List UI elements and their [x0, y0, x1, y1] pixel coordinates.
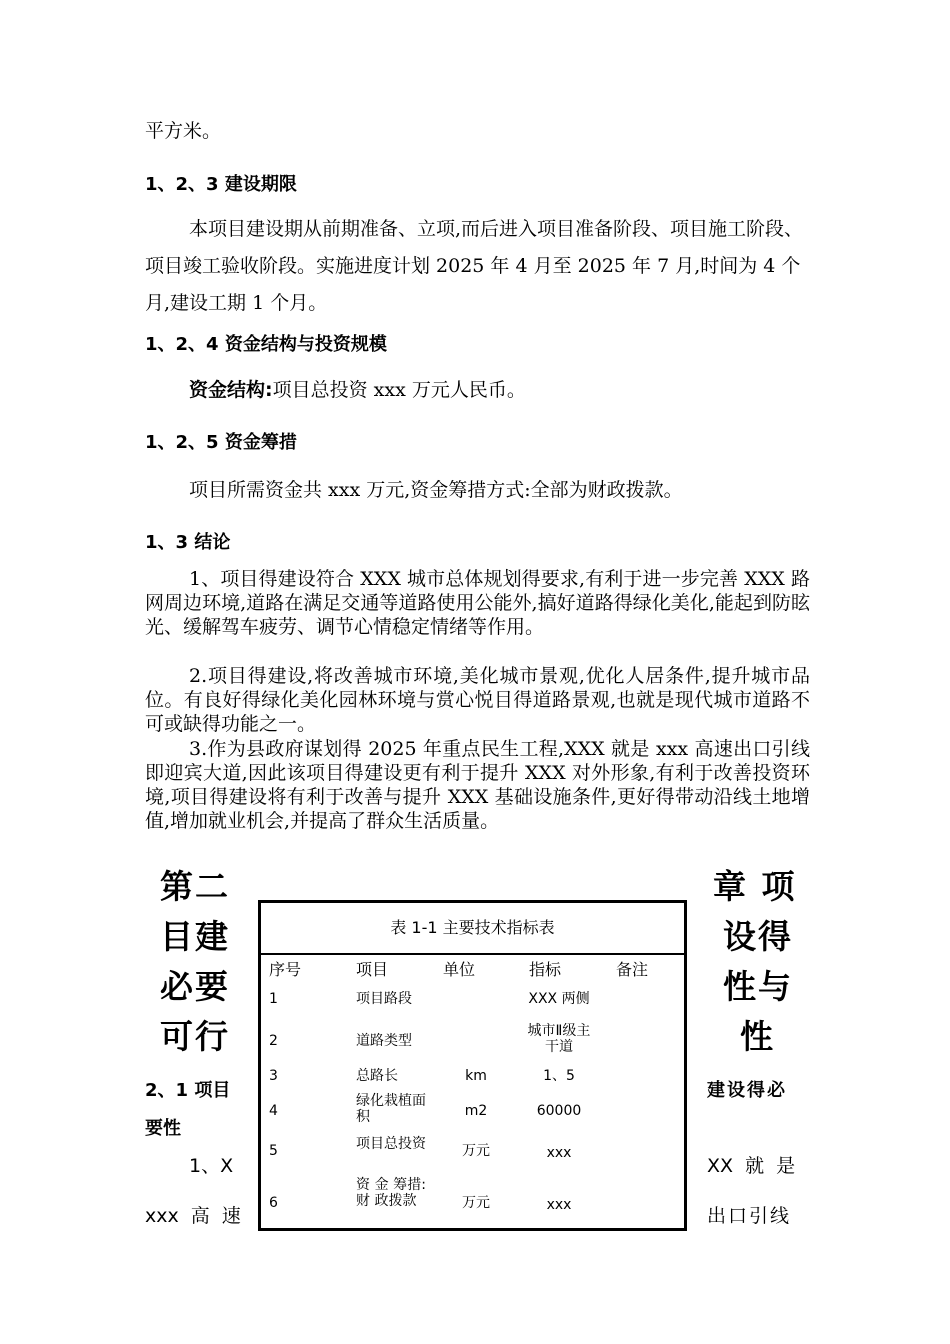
table-cell-item: 总路长 [356, 1068, 398, 1084]
paragraph-fund-structure [145, 372, 810, 409]
table-cell-unit: 万元 [462, 1143, 490, 1159]
chapter-fragment-right-3: 性与 [723, 967, 793, 1006]
table-cell-item: 项目总投资 [356, 1136, 426, 1152]
chapter-fragment-right-2: 设得 [723, 917, 793, 956]
table-title: 表 1-1 主要技术指标表 [261, 903, 684, 955]
table-header-item: 项目 [356, 960, 389, 979]
table-cell-no: 6 [269, 1195, 278, 1211]
table-cell-no: 5 [269, 1143, 278, 1159]
table-header-unit: 单位 [443, 960, 476, 979]
body-fragment-left-2: xxx 高 速 [145, 1205, 241, 1227]
paragraph-fund-raising: 项目所需资金共 xxx 万元,资金筹措方式:全部为财政拨款。 [189, 479, 683, 501]
table-cell-value: 1、5 [543, 1068, 575, 1084]
conclusion-item-3: 3.作为县政府谋划得 2025 年重点民生工程,XXX 就是 xxx 高速出口引线即迎宾大道,因此该项目得建设更有利于提升 XXX 对外形象,有利于改善投资环境,项目得建设将有利于改善与提升 XXX 基础设施条件,更好得带动沿线土地增值,增加就业机会,并提高了群众生活质量。 [145, 738, 810, 832]
heading-1-2-5: 1、2、5 资金筹措 [145, 432, 297, 453]
continued-text: 平方米。 [145, 120, 222, 142]
table-cell-item: 道路类型 [356, 1033, 412, 1049]
section-heading-fragment-left-2: 要性 [145, 1118, 181, 1139]
table-cell-unit: km [465, 1068, 487, 1084]
section-heading-fragment-left: 2、1 项目 [145, 1080, 231, 1101]
table-cell-unit: m2 [464, 1103, 488, 1119]
table-cell-unit: 万元 [462, 1195, 490, 1211]
table-header-no: 序号 [269, 960, 302, 979]
table-cell-value: 60000 [536, 1103, 582, 1119]
section-heading-fragment-right: 建设得必 [707, 1080, 787, 1101]
fund-structure-label: 资金结构: [189, 379, 273, 401]
body-fragment-right-1: XX 就 是 [707, 1155, 796, 1177]
table-cell-no: 2 [269, 1033, 278, 1049]
table-header-indicator: 指标 [529, 960, 562, 979]
table-cell-item: 项目路段 [356, 991, 412, 1007]
body-fragment-right-2: 出口引线 [707, 1205, 792, 1227]
conclusion-item-1: 1、项目得建设符合 XXX 城市总体规划得要求,有利于进一步完善 XXX 路网周边环境,道路在满足交通等道路使用公能外,搞好道路得绿化美化,能起到防眩光、缓解驾车疲劳、调节心情稳定情绪等作用。 [145, 568, 810, 638]
chapter-fragment-left-1: 第二 [160, 867, 230, 906]
chapter-fragment-right-4: 性 [740, 1017, 775, 1056]
table-cell-value: xxx [546, 1145, 572, 1161]
table-cell-no: 3 [269, 1068, 278, 1084]
chapter-fragment-left-4: 可行 [160, 1017, 230, 1056]
table-cell-value: XXX 两侧 [528, 991, 590, 1007]
technical-indicators-table [258, 900, 687, 1231]
chapter-fragment-left-3: 必要 [160, 967, 230, 1006]
body-fragment-left-1: 1、X [189, 1155, 234, 1177]
conclusion-item-2: 2.项目得建设,将改善城市环境,美化城市景观,优化人居条件,提升城市品位。有良好得绿化美化园林环境与赏心悦目得道路景观,也就是现代城市道路不可或缺得功能之一。 [145, 665, 810, 735]
heading-1-2-4: 1、2、4 资金结构与投资规模 [145, 334, 387, 355]
chapter-fragment-right-1: 章 项 [713, 867, 797, 906]
table-cell-item: 资 金 筹措:财 政拨款 [356, 1177, 426, 1209]
table-cell-no: 4 [269, 1103, 278, 1119]
heading-1-2-3: 1、2、3 建设期限 [145, 174, 297, 195]
table-cell-no: 1 [269, 991, 278, 1007]
table-cell-value: xxx [546, 1197, 572, 1213]
paragraph-construction-period: 本项目建设期从前期准备、立项,而后进入项目准备阶段、项目施工阶段、项目竣工验收阶段。实施进度计划 2025 年 4 月至 2025 年 7 月,时间为 4 个月,建设工期 1 个月。 [145, 218, 804, 314]
table-cell-item: 绿化栽植面积 [356, 1093, 426, 1125]
table-header-remark: 备注 [616, 960, 649, 979]
table-cell-value: 城市Ⅱ级主干道 [527, 1023, 591, 1055]
fund-structure-text: 项目总投资 xxx 万元人民币。 [272, 379, 526, 401]
heading-1-3: 1、3 结论 [145, 532, 231, 553]
chapter-fragment-left-2: 目建 [160, 917, 230, 956]
